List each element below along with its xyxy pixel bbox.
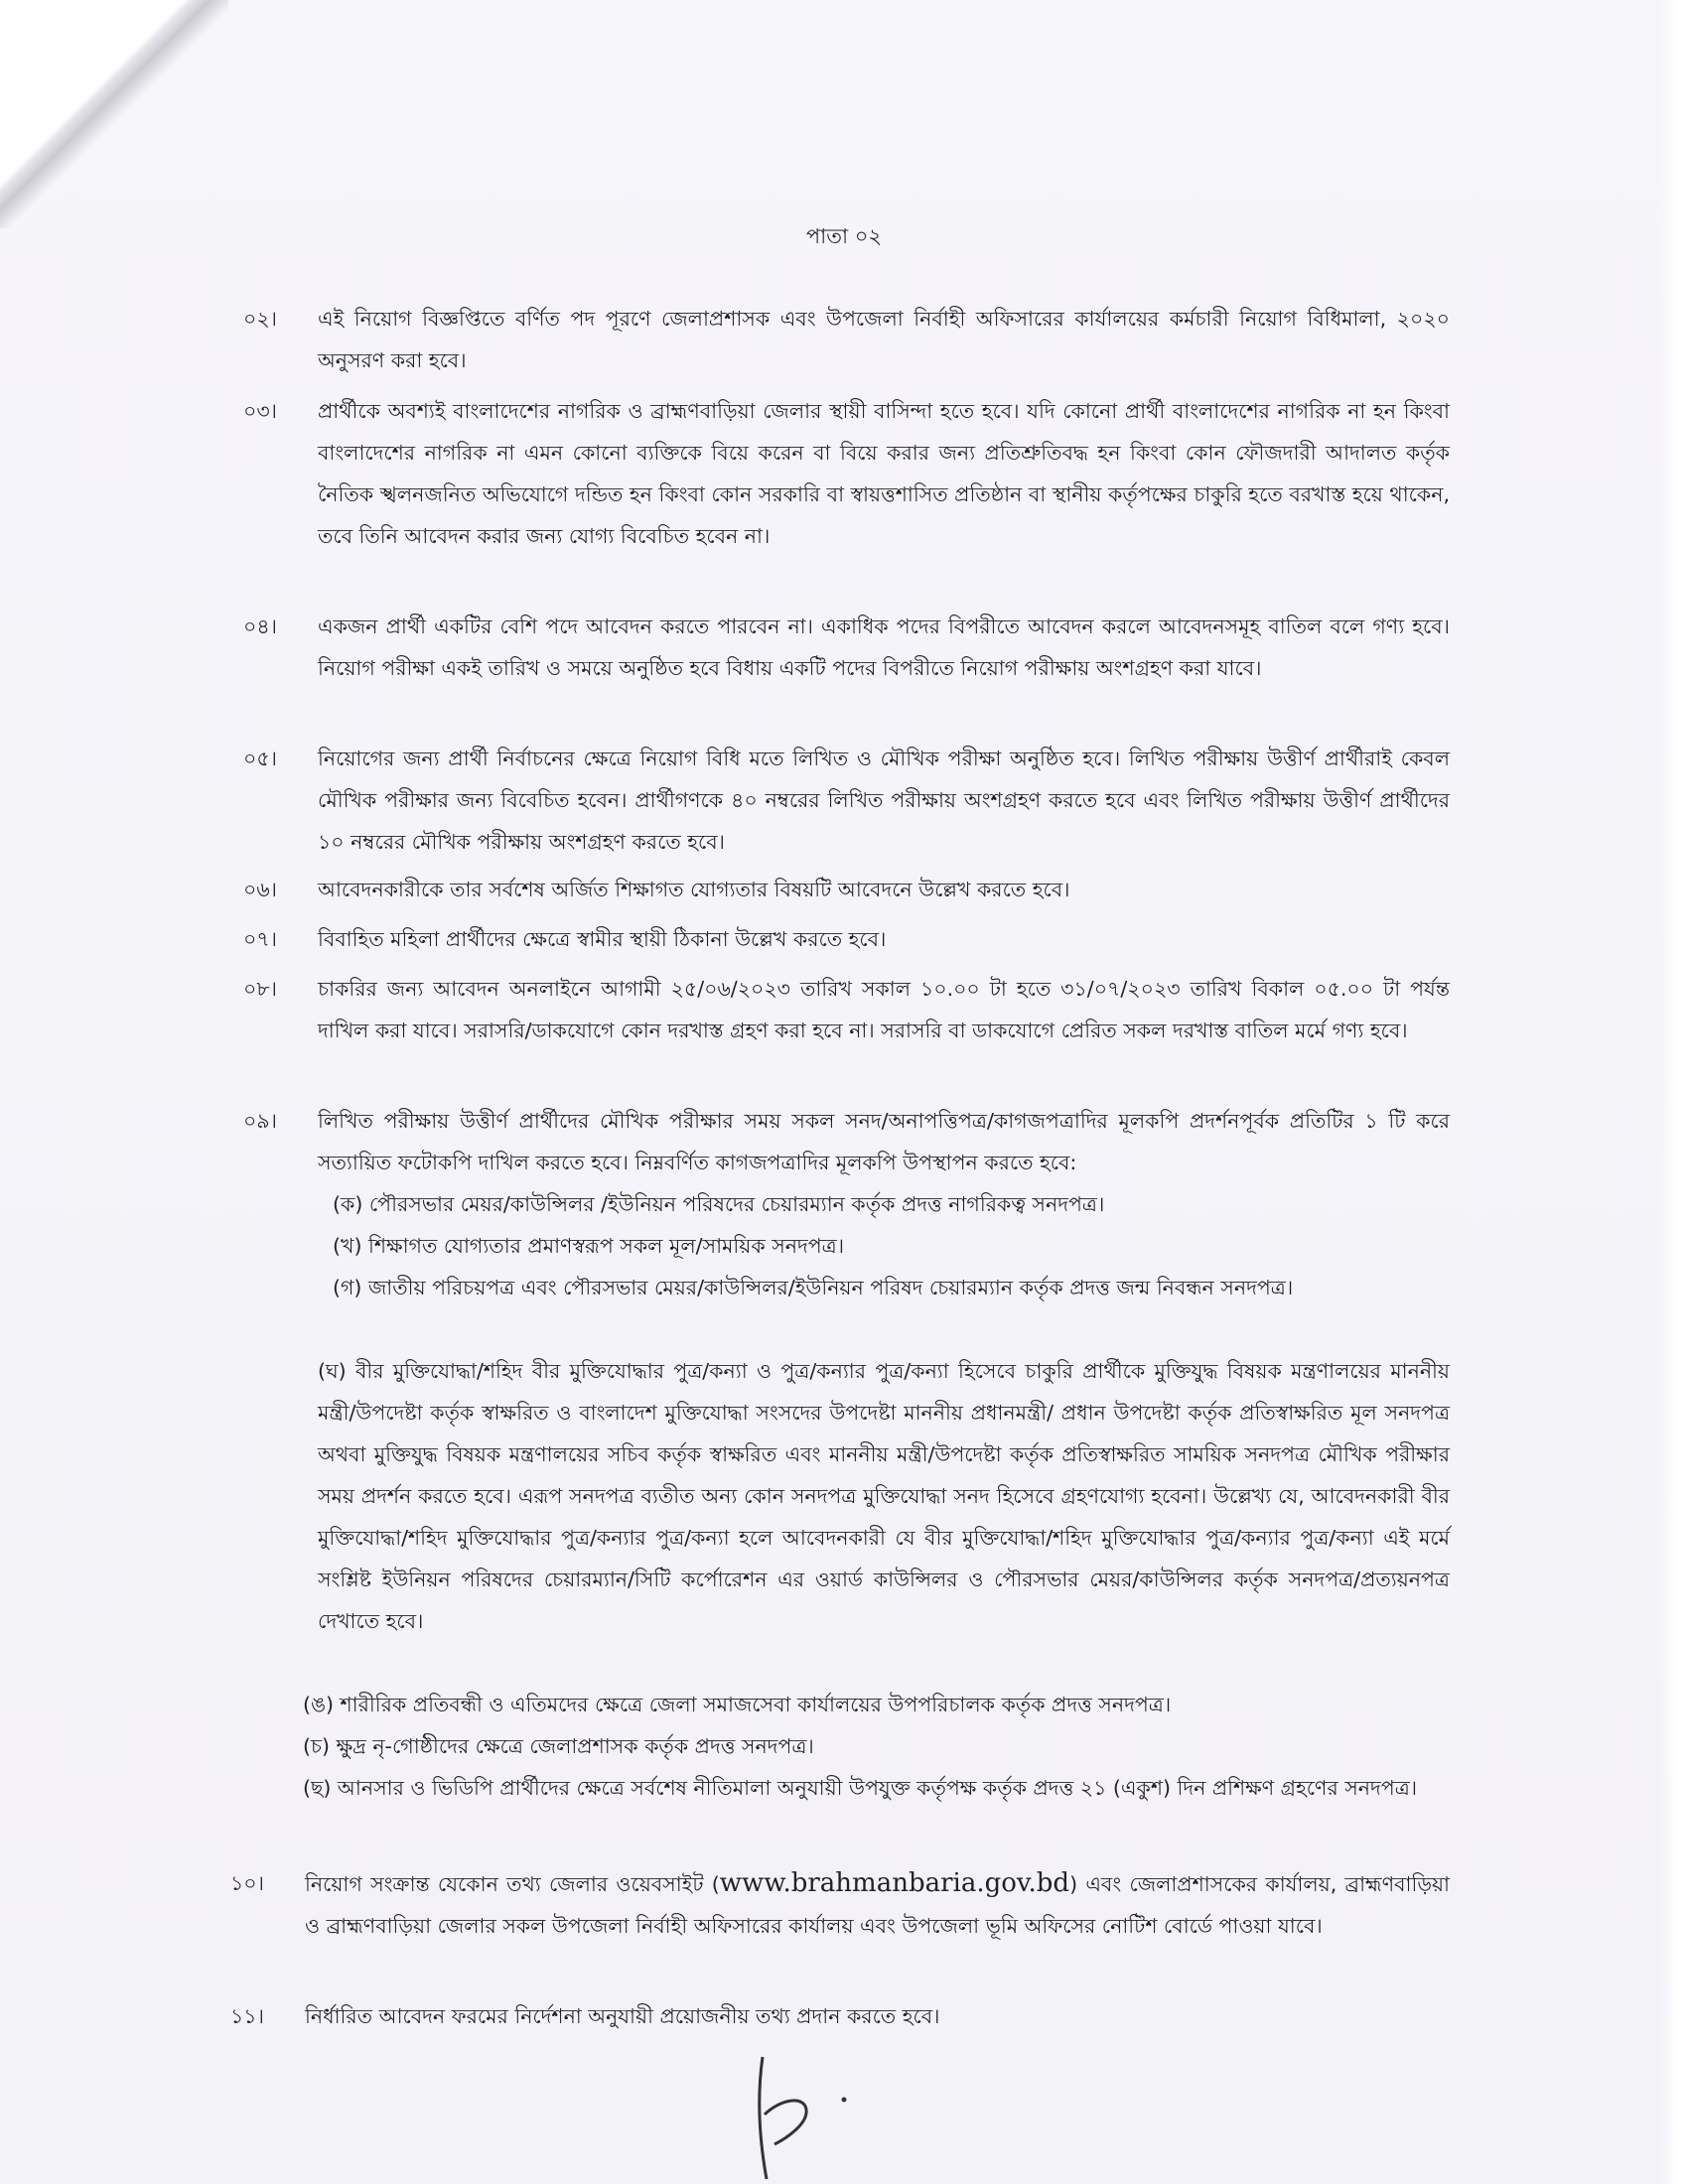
clause-text: চাকরির জন্য আবেদন অনলাইনে আগামী ২৫/০৬/২০২৩ তারিখ সকাল ১০.০০ টা হতে ৩১/০৭/২০২৩ তারিখ বিকাল ০৫.০০ টা পর্যন্ত দাখিল করা যাবে। সরাসরি/ডাকযোগে কোন দরখাস্ত গ্রহণ করা হবে না। সরাসরি বা ডাকযোগে প্রেরিত সকল দরখাস্ত বাতিল মর্মে গণ্য হবে। [318, 977, 1450, 1042]
clause-text: বিবাহিত মহিলা প্রার্থীদের ক্ষেত্রে স্বামীর স্থায়ী ঠিকানা উল্লেখ করতে হবে। [318, 927, 887, 951]
clause-number: ০৭। [243, 927, 277, 951]
clause-05 [243, 738, 1450, 863]
clause-09-sub-umo: (ঙ) শারীরিক প্রতিবন্ধী ও এতিমদের ক্ষেত্রে জেলা সমাজসেবা কার্যালয়ের উপপরিচালক কর্তৃক প্রদত্ত সনদপত্র। [303, 1693, 1172, 1716]
clause-number: ১০। [230, 1871, 264, 1895]
clause-number: ০৮। [243, 977, 277, 1001]
signature [745, 2045, 874, 2184]
clause-06 [243, 869, 1450, 910]
clause-09-sub-cha: (চ) ক্ষুদ্র নৃ-গোষ্ঠীদের ক্ষেত্রে জেলাপ্রশাসক কর্তৃক প্রদত্ত সনদপত্র। [303, 1734, 814, 1758]
website-link[interactable]: www.brahmanbaria.gov.bd [719, 1868, 1070, 1898]
corner-shadow [0, 0, 228, 228]
clause-09-sub-ka: (ক) পৌরসভার মেয়র/কাউন্সিলর /ইউনিয়ন পরিষদের চেয়ারম্যান কর্তৃক প্রদত্ত নাগরিকত্ব সনদপত্র। [333, 1192, 1105, 1216]
clause-text: লিখিত পরীক্ষায় উত্তীর্ণ প্রার্থীদের মৌখিক পরীক্ষার সময় সকল সনদ/অনাপত্তিপত্র/কাগজপত্রাদির মূলকপি প্রদর্শনপূর্বক প্রতিটির ১ টি করে সত্যায়িত ফটোকপি দাখিল করতে হবে। নিম্নবর্ণিত কাগজপত্রাদির মূলকপি উপস্থাপন করতে হবে: [318, 1109, 1450, 1174]
clause-text-end: ) এবং জেলাপ্রশাসকের কার্যালয়, ব্রাহ্মণবাড়িয়া ও ব্রাহ্মণবাড়িয়া জেলার সকল উপজেলা নির্বাহী অফিসারের কার্যালয় এবং উপজেলা ভূমি অফিসের নোটিশ বোর্ডে পাওয়া যাবে। [305, 1872, 1450, 1938]
clause-09-sub-kha: (খ) শিক্ষাগত যোগ্যতার প্রমাণস্বরূপ সকল মূল/সাময়িক সনদপত্র। [333, 1234, 845, 1258]
clause-11 [230, 1995, 1450, 2037]
clause-04 [243, 606, 1450, 689]
clause-text: আবেদনকারীকে তার সর্বশেষ অর্জিত শিক্ষাগত যোগ্যতার বিষয়টি আবেদনে উল্লেখ করতে হবে। [318, 878, 1070, 901]
clause-number: ০৯। [243, 1109, 277, 1133]
clause-number: ০৩। [243, 399, 277, 423]
clause-09-sub-chha: (ছ) আনসার ও ভিডিপি প্রার্থীদের ক্ষেত্রে সর্বশেষ নীতিমালা অনুযায়ী উপযুক্ত কর্তৃপক্ষ কর্তৃক প্রদত্ত ২১ (একুশ) দিন প্রশিক্ষণ গ্রহণের সনদপত্র। [303, 1776, 1418, 1800]
clause-09-sub-ga: (গ) জাতীয় পরিচয়পত্র এবং পৌরসভার মেয়র/কাউন্সিলর/ইউনিয়ন পরিষদ চেয়ারম্যান কর্তৃক প্রদত্ত জন্ম নিবন্ধন সনদপত্র। [333, 1276, 1294, 1299]
clause-text [305, 1862, 1450, 1947]
clause-number: ০৬। [243, 878, 277, 901]
clause-text: এই নিয়োগ বিজ্ঞপ্তিতে বর্ণিত পদ পূরণে জেলাপ্রশাসক এবং উপজেলা নির্বাহী অফিসারের কার্যালয়ের কর্মচারী নিয়োগ বিধিমালা, ২০২০ অনুসরণ করা হবে। [318, 307, 1450, 372]
clause-text-start: নিয়োগ সংক্রান্ত যেকোন তথ্য জেলার ওয়েবসাইট ( [305, 1872, 720, 1896]
clause-10 [230, 1862, 1450, 1947]
clause-02 [243, 298, 1450, 381]
clause-03 [243, 390, 1450, 557]
clause-07 [243, 918, 1450, 960]
clause-text: নির্ধারিত আবেদন ফরমের নির্দেশনা অনুযায়ী প্রয়োজনীয় তথ্য প্রদান করতে হবে। [305, 2004, 940, 2028]
clause-text: প্রার্থীকে অবশ্যই বাংলাদেশের নাগরিক ও ব্রাহ্মণবাড়িয়া জেলার স্থায়ী বাসিন্দা হতে হবে। যদি কোনো প্রার্থী বাংলাদেশের নাগরিক না হন কিংবা বাংলাদেশের নাগরিক না এমন কোনো ব্যক্তিকে বিয়ে করেন বা বিয়ে করার জন্য প্রতিশ্রুতিবদ্ধ হন কিংবা কোন ফৌজদারী আদালত কর্তৃক নৈতিক স্খলনজনিত অভিযোগে দন্ডিত হন কিংবা কোন সরকারি বা স্বায়ত্তশাসিত প্রতিষ্ঠান বা স্থানীয় কর্তৃপক্ষের চাকুরি হতে বরখাস্ত হয়ে থাকেন, তবে তিনি আবেদন করার জন্য যোগ্য বিবেচিত হবেন না। [318, 399, 1450, 548]
clause-09 [243, 1100, 1450, 1183]
clause-08 [243, 968, 1450, 1051]
clause-text: নিয়োগের জন্য প্রার্থী নির্বাচনের ক্ষেত্রে নিয়োগ বিধি মতে লিখিত ও মৌখিক পরীক্ষা অনুষ্ঠিত হবে। লিখিত পরীক্ষায় উত্তীর্ণ প্রার্থীরাই কেবল মৌখিক পরীক্ষার জন্য বিবেচিত হবেন। প্রার্থীগণকে ৪০ নম্বরের লিখিত পরীক্ষায় অংশগ্রহণ করতে হবে এবং লিখিত পরীক্ষায় উত্তীর্ণ প্রার্থীদের ১০ নম্বরের মৌখিক পরীক্ষায় অংশগ্রহণ করতে হবে। [318, 747, 1450, 854]
clause-number: ০২। [243, 307, 277, 331]
clause-09-sub-gha: (ঘ) বীর মুক্তিযোদ্ধা/শহিদ বীর মুক্তিযোদ্ধার পুত্র/কন্যা ও পুত্র/কন্যার পুত্র/কন্যা হিসেবে চাকুরি প্রার্থীকে মুক্তিযুদ্ধ বিষয়ক মন্ত্রণালয়ের মাননীয় মন্ত্রী/উপদেষ্টা কর্তৃক স্বাক্ষরিত ও বাংলাদেশ মুক্তিযোদ্ধা সংসদের উপদেষ্টা মাননীয় প্রধানমন্ত্রী/ প্রধান উপদেষ্টা কর্তৃক প্রতিস্বাক্ষরিত মূল সনদপত্র অথবা মুক্তিযুদ্ধ বিষয়ক মন্ত্রণালয়ের সচিব কর্তৃক স্বাক্ষরিত এবং মাননীয় মন্ত্রী/উপদেষ্টা কর্তৃক প্রতিস্বাক্ষরিত সাময়িক সনদপত্র মৌখিক পরীক্ষার সময় প্রদর্শন করতে হবে। এরূপ সনদপত্র ব্যতীত অন্য কোন সনদপত্র মুক্তিযোদ্ধা সনদ হিসেবে গ্রহণযোগ্য হবেনা। উল্লেখ্য যে, আবেদনকারী বীর মুক্তিযোদ্ধা/শহিদ মুক্তিযোদ্ধার পুত্র/কন্যার পুত্র/কন্যা হলে আবেদনকারী যে বীর মুক্তিযোদ্ধা/শহিদ মুক্তিযোদ্ধার পুত্র/কন্যার পুত্র/কন্যা এই মর্মে সংশ্লিষ্ট ইউনিয়ন পরিষদের চেয়ারম্যান/সিটি কর্পোরেশন এর ওয়ার্ড কাউন্সিলর ও পৌরসভার মেয়র/কাউন্সিলর কর্তৃক সনদপত্র/প্রত্যয়নপত্র দেখাতে হবে। [318, 1359, 1450, 1633]
clause-number: ১১। [230, 2004, 264, 2028]
clause-number: ০৫। [243, 747, 277, 770]
clause-number: ০৪। [243, 614, 277, 638]
page-edge [1660, 0, 1688, 2184]
page-number: পাতা ০২ [805, 224, 883, 248]
clause-text: একজন প্রার্থী একটির বেশি পদে আবেদন করতে পারবেন না। একাধিক পদের বিপরীতে আবেদন করলে আবেদনসমূহ বাতিল বলে গণ্য হবে। নিয়োগ পরীক্ষা একই তারিখ ও সময়ে অনুষ্ঠিত হবে বিধায় একটি পদের বিপরীতে নিয়োগ পরীক্ষায় অংশগ্রহণ করা যাবে। [318, 614, 1450, 680]
